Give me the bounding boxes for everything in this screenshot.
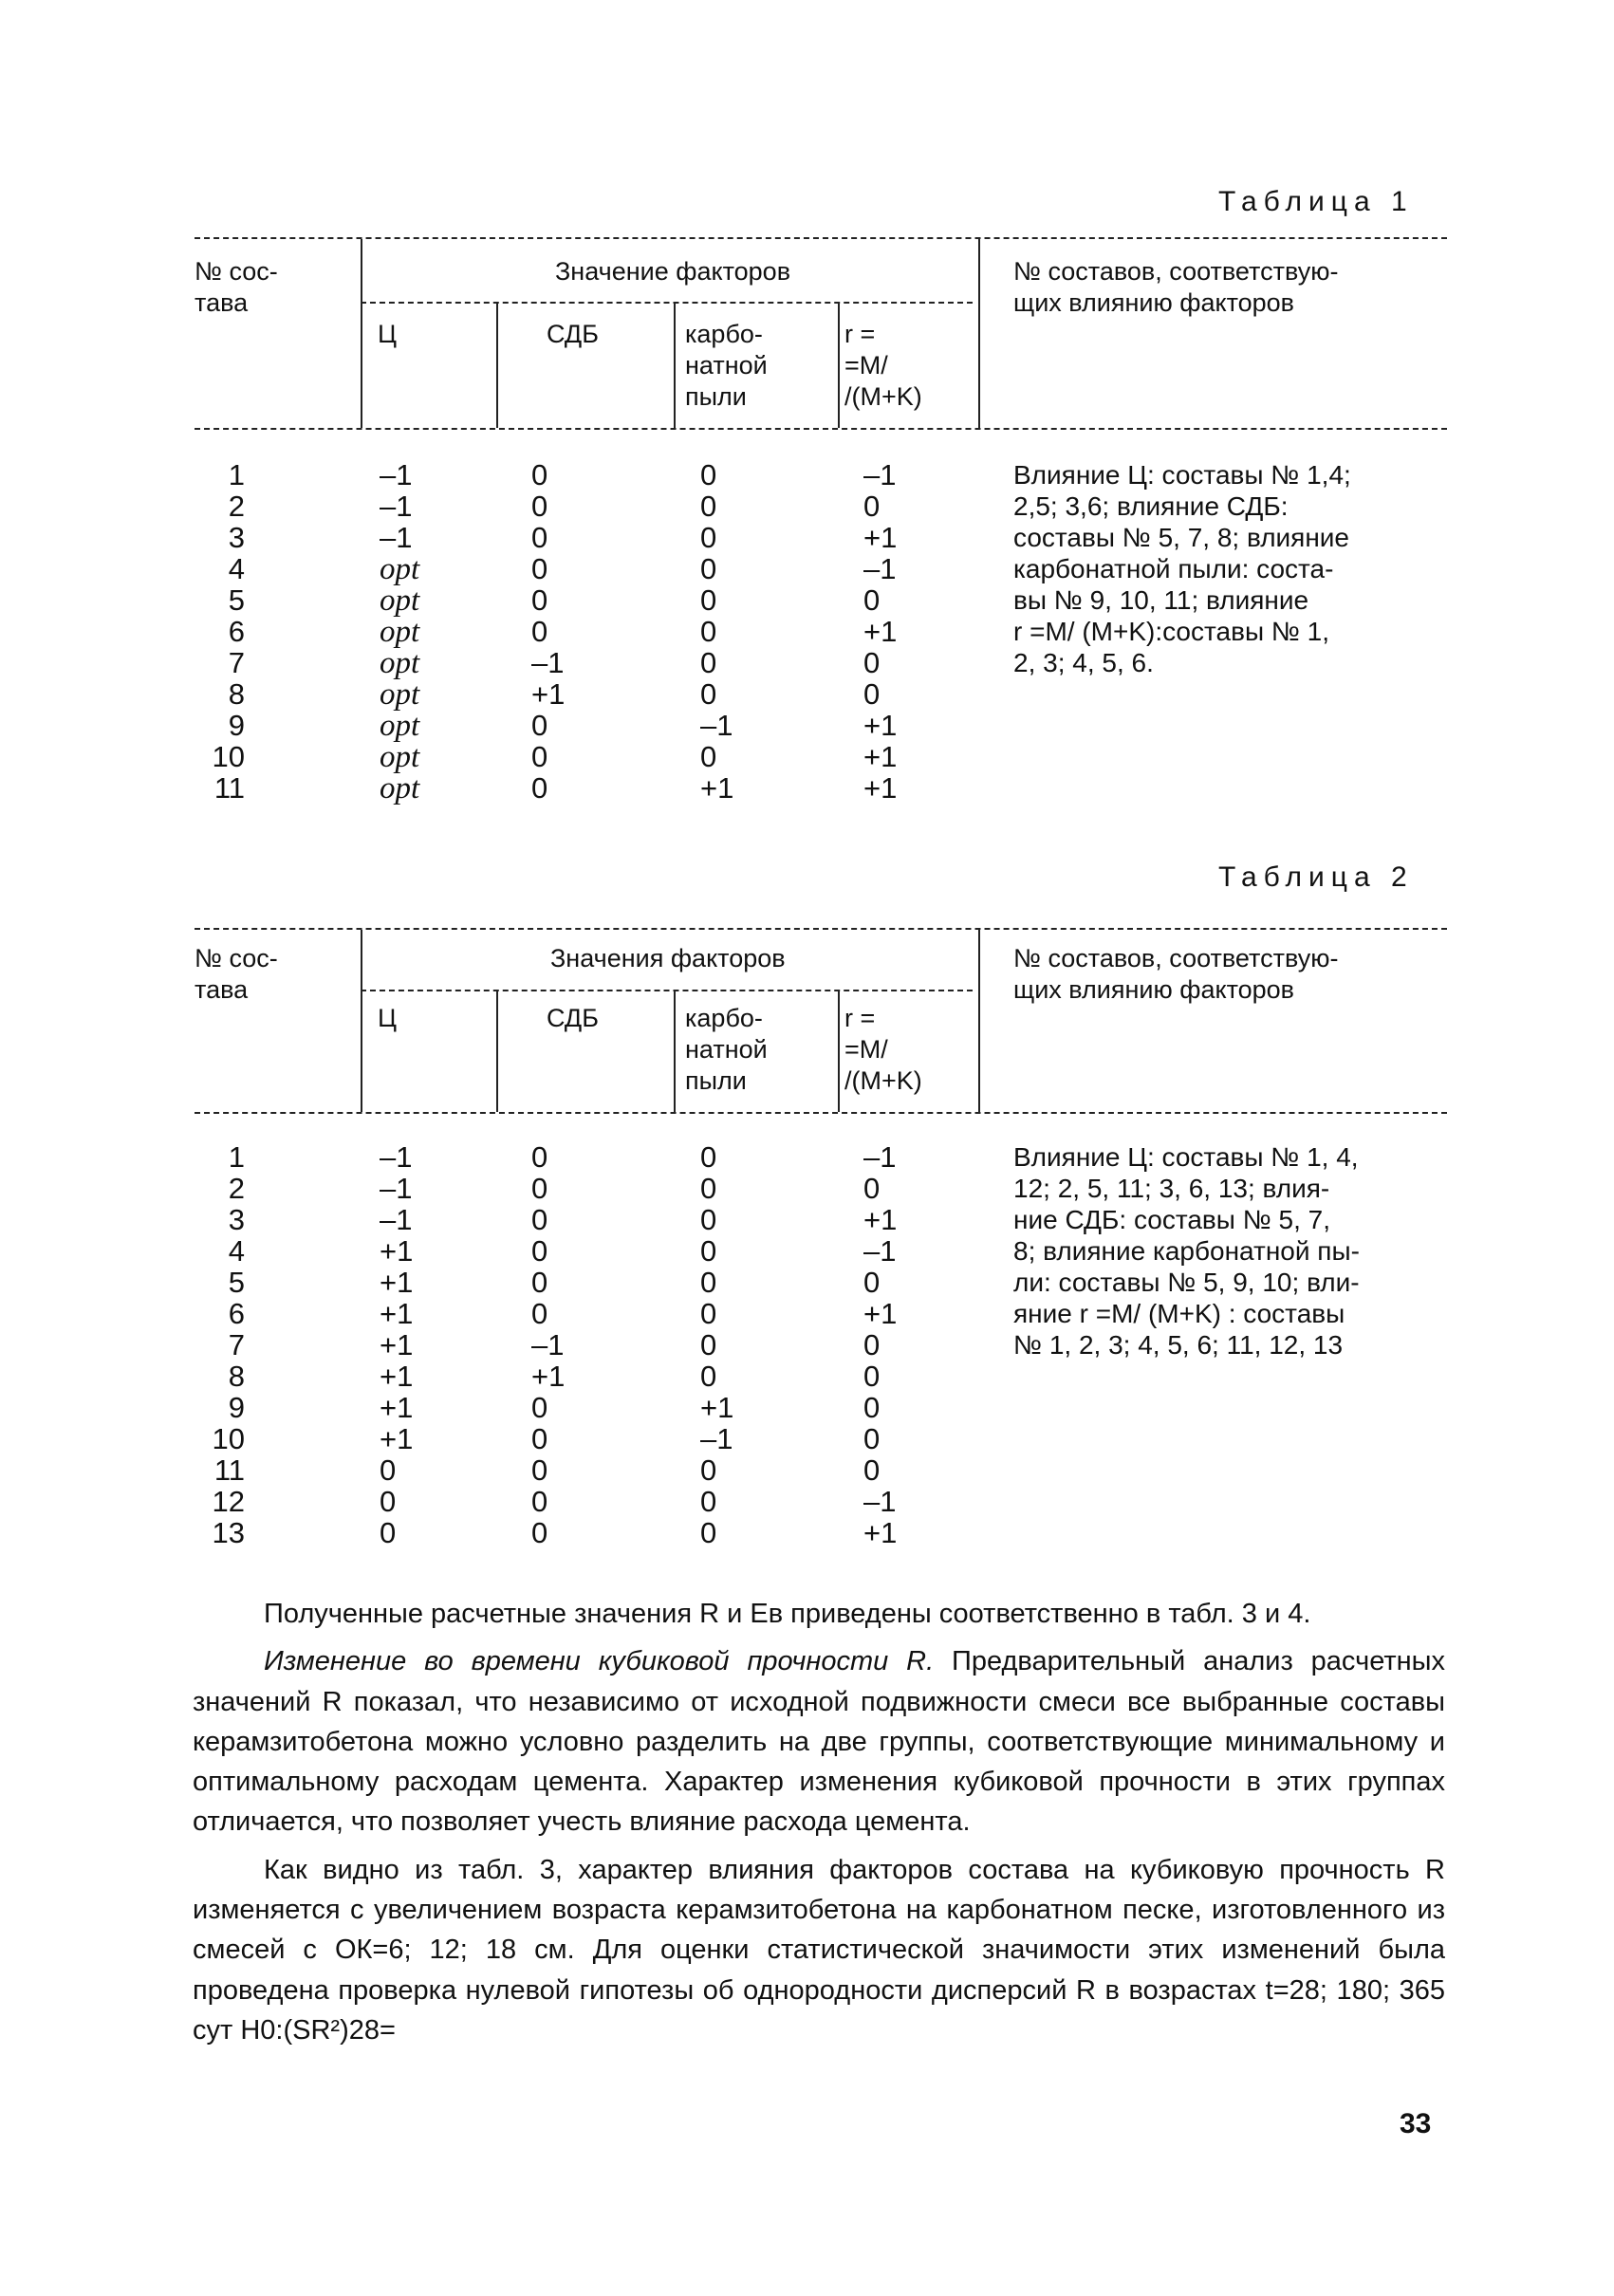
table1-description: Влияние Ц: составы № 1,4; 2,5; 3,6; влияние СДБ: составы № 5, 7, 8; влияние карбонатной пыли: соста- вы № 9, 10, 11; влияние r =M/ (M+K):составы № 1, 2, 3; 4, 5, 6. xyxy=(1013,460,1351,677)
table2-header-rule xyxy=(195,1112,1447,1114)
paragraph-3: Как видно из табл. 3, характер влияния факторов состава на кубиковую прочность R изменяется с увеличением возраста керамзитобетона на карбонатном песке, изготовленного из смесей с ОК=6; 12; 18 см. Для оценки статистической значимости этих изменений была проведена проверка нулевой гипотезы об однородности дисперсий R в возрастах t=28; 180; 365 сут H0:(SR²)28= xyxy=(193,1854,1445,2046)
table2-divider xyxy=(674,990,676,1112)
table1-top-rule xyxy=(195,237,1447,239)
table1-header-sdb: СДБ xyxy=(547,320,599,348)
table2-header-composition-no: № сос- тава xyxy=(195,944,278,1004)
table1-header-matching: № составов, соответствую- щих влиянию факторов xyxy=(1013,257,1339,317)
table2-divider xyxy=(978,930,980,1112)
table2-divider xyxy=(496,990,498,1112)
paragraph-2 xyxy=(193,1641,1445,1842)
table2-col-no: 1 2 3 4 5 6 7 8 9 10 11 12 13 xyxy=(212,1140,245,1549)
table1-header-r: r = =M/ /(M+K) xyxy=(844,320,922,411)
table1-col-carbonate: 0 0 0 0 0 0 0 0 –1 0 +1 xyxy=(700,458,734,805)
table2-header-carbonate: карбо- натной пыли xyxy=(685,1004,768,1095)
table1-divider xyxy=(978,239,980,428)
table1-header-c: Ц xyxy=(378,320,397,348)
table2-caption: Таблица 2 xyxy=(1218,861,1414,893)
table1-divider xyxy=(496,302,498,428)
table1-divider xyxy=(361,239,362,428)
table2-col-sdb: 0 0 0 0 0 0 –1 +1 0 0 0 0 0 xyxy=(531,1140,566,1549)
table2-header-factor-values: Значения факторов xyxy=(550,944,786,972)
table2-col-r: –1 0 +1 –1 0 +1 0 0 0 0 0 –1 +1 xyxy=(863,1140,898,1549)
table1-divider xyxy=(674,302,676,428)
table1-header-factor-values: Значение факторов xyxy=(555,257,791,286)
table2-col-c: –1 –1 –1 +1 +1 +1 +1 +1 +1 +1 0 0 0 xyxy=(380,1140,414,1549)
paragraph-2-text: Предварительный анализ расчетных значений R показал, что независимо от исходной подвижности смеси все выбранные составы керамзитобетона можно условно разделить на две группы, соответствующие минимальному и оптимальному расходам цемента. Характер изменения кубиковой прочности в этих группах отличается, что позволяет учесть влияние расхода цемента. xyxy=(193,1646,1445,1838)
table1-col-r: –1 0 +1 –1 0 +1 0 0 +1 +1 +1 xyxy=(863,458,898,805)
table1-factor-rule xyxy=(361,302,973,304)
table1-caption: Таблица 1 xyxy=(1218,186,1414,217)
page-number: 33 xyxy=(1400,2108,1432,2139)
table2-header-sdb: СДБ xyxy=(547,1004,599,1032)
section-heading: Изменение во времени кубиковой прочности R. xyxy=(264,1646,935,1677)
table2-header-r: r = =M/ /(M+K) xyxy=(844,1004,922,1095)
table2-header-c: Ц xyxy=(378,1004,397,1032)
table2-divider xyxy=(361,930,362,1112)
table1-header-carbonate: карбо- натной пыли xyxy=(685,320,768,411)
table1-divider xyxy=(838,302,840,428)
table2-col-carbonate: 0 0 0 0 0 0 0 0 +1 –1 0 0 0 xyxy=(700,1140,734,1549)
body-text xyxy=(193,1594,1445,2050)
table1-col-c: –1 –1 –1 opt opt opt opt opt opt opt opt xyxy=(380,458,420,805)
table1-header-rule xyxy=(195,428,1447,430)
table1-col-no: 1 2 3 4 5 6 7 8 9 10 11 xyxy=(212,458,245,805)
table2-factor-rule xyxy=(361,990,973,991)
paragraph-1: Полученные расчетные значения R и Eв приведены соответственно в табл. 3 и 4. xyxy=(264,1599,1311,1629)
table2-divider xyxy=(838,990,840,1112)
table1-col-sdb: 0 0 0 0 0 0 –1 +1 0 0 0 xyxy=(531,458,566,805)
table2-top-rule xyxy=(195,928,1447,930)
table1-header-composition-no: № сос- тава xyxy=(195,257,278,317)
table2-header-matching: № составов, соответствую- щих влиянию факторов xyxy=(1013,944,1339,1004)
table2-description: Влияние Ц: составы № 1, 4, 12; 2, 5, 11; 3, 6, 13; влия- ние СДБ: составы № 5, 7, 8; влияние карбонатной пы- ли: составы № 5, 9, 10; вли- яние r =M/ (M+K) : составы № 1, 2, 3; 4, 5, 6; 11, 12, 13 xyxy=(1013,1142,1360,1360)
